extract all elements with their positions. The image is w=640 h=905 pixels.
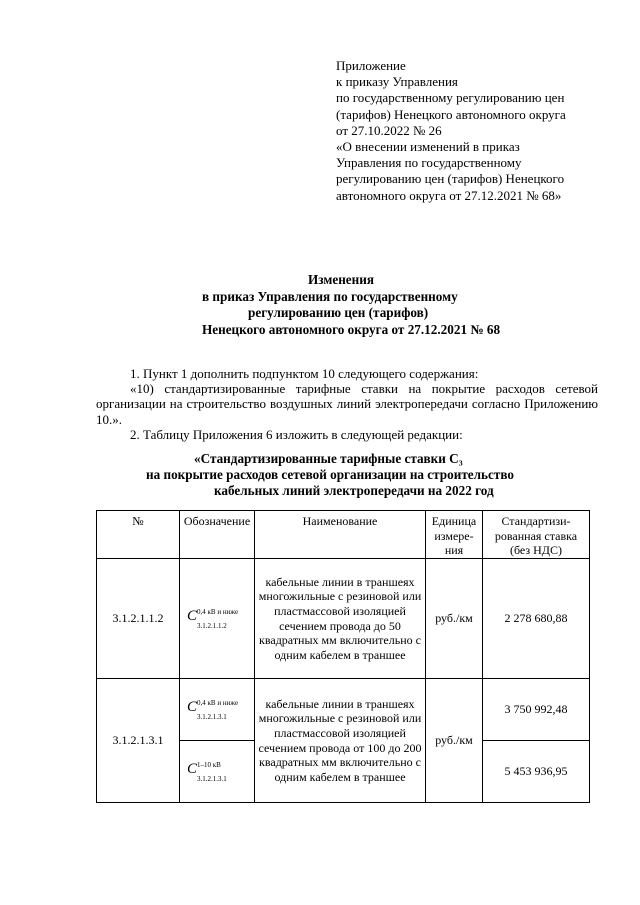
appendix-line: регулированию цен (тарифов) Ненецкого [336,171,565,187]
row-symbol-a [180,679,255,741]
row-rate: 2 278 680,88 [483,559,590,679]
table-row [97,559,590,679]
caption-line-1: «Стандартизированные тарифные ставки C₃ [194,451,463,466]
appendix-line: по государственному регулированию цен [336,90,565,106]
table-header-row [97,511,590,559]
tariff-symbol: C 0,4 кВ и ниже 3.1.2.1.3.1 [187,698,239,721]
appendix-line: Управления по государственному [336,155,522,171]
caption-line-2: на покрытие расходов сетевой организации на строительство [146,467,514,483]
header-rate: Стандартизи-рованная ставка (без НДС) [483,511,590,559]
paragraph-2: «10) стандартизированные тарифные ставки на покрытие расходов сетевой организации на строительство воздушных линий электропередачи согласно Приложению 10.». [96,381,598,427]
title-line: Ненецкого автономного округа от 27.12.2021 № 68 [202,321,501,337]
title-line: в приказ Управления по государственному [202,288,458,304]
table-row [97,679,590,741]
appendix-line: Приложение [336,58,406,73]
caption-line-3: кабельных линий электропередачи на 2022 год [214,483,494,499]
appendix-line: (тарифов) Ненецкого автономного округа [336,106,566,122]
appendix-line: к приказу Управления [336,74,458,90]
paragraph-1: 1. Пункт 1 дополнить подпунктом 10 следующего содержания: [130,366,479,381]
appendix-line: автономного округа от 27.12.2021 № 68» [336,187,562,203]
header-designation: Обозначение [180,511,255,559]
title-line: регулированию цен (тарифов) [248,305,429,320]
paragraph-3: 2. Таблицу Приложения 6 изложить в следующей редакции: [130,426,463,442]
rates-table [96,510,590,803]
row-name: кабельные линии в траншеях многожильные с резиновой или пластмассовой изоляцией сечением провода до 50 квадратных мм включительно с одним кабелем в траншее [255,559,426,679]
tariff-symbol: C 1–10 кВ 3.1.2.1.3.1 [187,760,227,783]
row-symbol [180,559,255,679]
row-symbol-b [180,741,255,803]
document-body [96,366,598,442]
appendix-line: «О внесении изменений в приказ [336,139,520,155]
row-num: 3.1.2.1.3.1 [97,679,180,803]
appendix-line: от 27.10.2022 № 26 [336,122,442,138]
row-rate-a: 3 750 992,48 [483,679,590,741]
row-rate-b: 5 453 936,95 [483,741,590,803]
appendix-header [336,58,626,204]
header-unit: Единица измере-ния [426,511,483,559]
row-unit: руб./км [426,679,483,803]
header-num: № [97,511,180,559]
row-unit: руб./км [426,559,483,679]
row-name: кабельные линии в траншеях многожильные с резиновой или пластмассовой изоляцией сечением провода от 100 до 200 квадратных мм включительно с одним кабелем в траншее [255,679,426,803]
title-line: Изменения [308,272,374,287]
tariff-symbol: C 0,4 кВ и ниже 3.1.2.1.1.2 [187,607,239,630]
header-name: Наименование [255,511,426,559]
row-num: 3.1.2.1.1.2 [97,559,180,679]
